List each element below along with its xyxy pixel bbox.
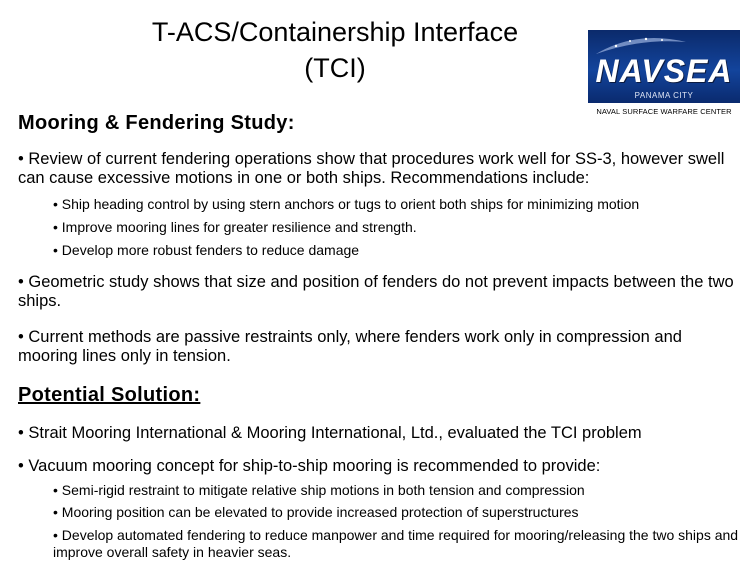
slide-title	[80, 14, 590, 86]
solution-sub-bullet-automated: • Develop automated fendering to reduce manpower and time required for mooring/releasing the two ships and improve overall safety in heavier seas.	[53, 527, 739, 560]
mooring-heading: Mooring & Fendering Study:	[18, 112, 295, 134]
slide-title-line-1: T-ACS/Containership Interface	[151, 17, 519, 47]
mooring-bullet-passive: • Current methods are passive restraints only, where fenders work only in compression and mooring lines only in tension.	[18, 328, 682, 365]
logo-caption: NAVAL SURFACE WARFARE CENTER	[596, 107, 732, 116]
solution-bullet-vacuum: • Vacuum mooring concept for ship-to-ship mooring is recommended to provide:	[18, 457, 601, 475]
navsea-logo	[588, 30, 740, 103]
solution-bullet-strait: • Strait Mooring International & Mooring International, Ltd., evaluated the TCI problem	[18, 424, 642, 442]
logo-wordmark: NAVSEA	[595, 53, 733, 89]
solution-sub-bullet-restraint: • Semi-rigid restraint to mitigate relative ship motions in both tension and compression	[53, 482, 585, 498]
mooring-sub-bullet-heading: • Ship heading control by using stern anchors or tugs to orient both ships for minimizing motion	[53, 196, 640, 212]
solution-sub-bullet-position: • Mooring position can be elevated to provide increased protection of superstructures	[53, 504, 579, 520]
slide-title-line-2: (TCI)	[304, 53, 366, 83]
mooring-bullet-geometric: • Geometric study shows that size and position of fenders do not prevent impacts between the two ships.	[18, 273, 734, 310]
solution-heading: Potential Solution:	[18, 384, 201, 406]
mooring-sub-bullet-fenders: • Develop more robust fenders to reduce damage	[53, 242, 360, 258]
mooring-bullet-review: • Review of current fendering operations show that procedures work well for SS-3, however swell can cause excessive motions in one or both ships. Recommendations include:	[18, 150, 725, 187]
logo-subtitle: PANAMA CITY	[634, 91, 694, 100]
mooring-sub-bullet-lines: • Improve mooring lines for greater resilience and strength.	[53, 219, 417, 235]
